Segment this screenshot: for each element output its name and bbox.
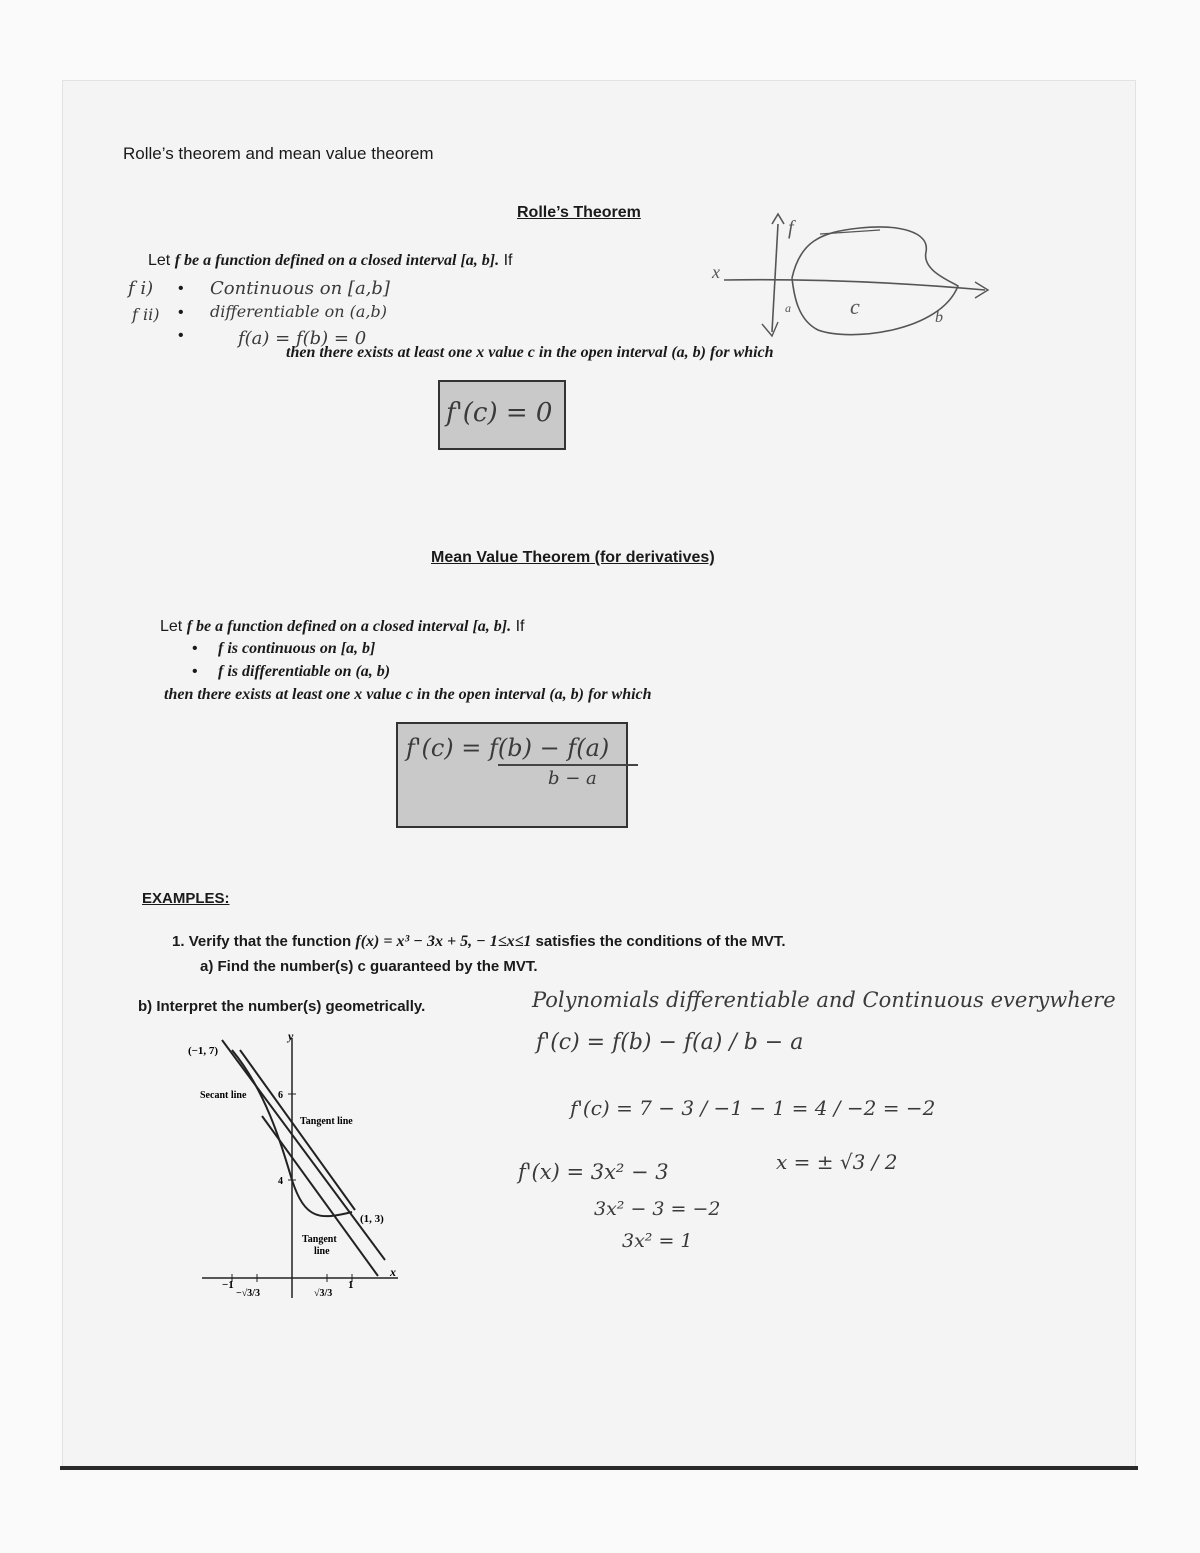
- graph-tangent-bottom-label-2: line: [314, 1246, 330, 1257]
- rolle-condition-differentiable: differentiable on (a,b): [210, 302, 387, 321]
- mvt-intro-math: f be a function defined on a closed interval [a, b].: [186, 618, 512, 635]
- mvt-heading: Mean Value Theorem (for derivatives): [431, 549, 715, 566]
- graph-tick-y6: 6: [278, 1090, 283, 1101]
- work-line-1: Polynomials differentiable and Continuous everywhere: [532, 988, 1116, 1012]
- mvt-result-box: [396, 722, 628, 828]
- graph-tangent-line-top: [240, 1050, 355, 1210]
- rolle-result: f'(c) = 0: [446, 398, 553, 428]
- work-line-2: f'(c) = f(b) − f(a) / b − a: [536, 1030, 804, 1055]
- graph-point-left: (−1, 7): [188, 1045, 219, 1057]
- rolle-sketch-label-c: c: [850, 294, 860, 319]
- rolle-sketch-label-b: b: [935, 309, 943, 326]
- work-line-7: x = ± √3 / 2: [776, 1150, 898, 1174]
- rolle-bullet-2: •: [178, 304, 184, 321]
- rolle-bullet-3: •: [178, 327, 184, 344]
- graph-tick-xm1: −1: [222, 1279, 234, 1291]
- graph-secant-label: Secant line: [200, 1090, 247, 1101]
- mvt-condition-continuous: f is continuous on [a, b]: [218, 640, 376, 657]
- mvt-intro: [160, 618, 524, 636]
- rolle-intro-math: f be a function defined on a closed interval [a, b].: [174, 252, 500, 269]
- example-prefix: Verify that the function: [188, 933, 352, 950]
- page-bottom-edge: [60, 1466, 1138, 1470]
- rolle-margin-note-1: f i): [128, 278, 154, 299]
- graph-point-right: (1, 3): [360, 1213, 384, 1225]
- example-part-b: b) Interpret the number(s) geometrically.: [138, 998, 426, 1015]
- mvt-result-numerator: f'(c) = f(b) − f(a): [406, 734, 610, 762]
- graph-tick-x1: 1: [348, 1279, 354, 1291]
- mvt-graph: [170, 1030, 410, 1310]
- graph-tick-neg-root: −√3/3: [236, 1288, 260, 1299]
- rolle-bullet-1: •: [178, 280, 184, 297]
- graph-secant-line: [222, 1040, 385, 1260]
- graph-y-label: y: [288, 1030, 294, 1043]
- rolle-sketch-label-x: x: [712, 262, 720, 282]
- examples-heading: EXAMPLES:: [142, 890, 230, 907]
- work-line-6: 3x² = 1: [622, 1230, 693, 1252]
- mvt-condition-differentiable: f is differentiable on (a, b): [218, 663, 391, 680]
- rolle-sketch: [700, 212, 1000, 342]
- example-number: 1.: [172, 933, 185, 950]
- graph-x-label: x: [390, 1265, 396, 1279]
- work-line-4: f'(x) = 3x² − 3: [518, 1160, 669, 1184]
- example-function: f(x) = x³ − 3x + 5, − 1≤x≤1: [355, 933, 532, 950]
- example-suffix: satisfies the conditions of the MVT.: [535, 933, 786, 950]
- example-part-a: a) Find the number(s) c guaranteed by the MVT.: [200, 958, 538, 975]
- mvt-fraction-bar: [498, 764, 638, 766]
- mvt-bullet-1: •: [192, 640, 198, 657]
- example-problem: [172, 933, 786, 951]
- rolle-margin-note-2: f ii): [132, 305, 160, 324]
- graph-tick-y4: 4: [278, 1176, 283, 1187]
- rolle-sketch-label-a: a: [785, 301, 791, 315]
- rolle-result-box: [438, 380, 566, 450]
- graph-tick-pos-root: √3/3: [314, 1288, 333, 1299]
- document-title: Rolle’s theorem and mean value theorem: [123, 144, 434, 163]
- work-line-5: 3x² − 3 = −2: [594, 1198, 721, 1220]
- mvt-intro-prefix: Let: [160, 618, 183, 635]
- mvt-conclusion: then there exists at least one x value c in the open interval (a, b) for which: [164, 686, 652, 703]
- rolle-intro-suffix: If: [503, 252, 513, 269]
- rolle-conclusion: then there exists at least one x value c in the open interval (a, b) for which: [286, 344, 774, 361]
- mvt-intro-suffix: If: [515, 618, 525, 635]
- graph-tangent-top-label: Tangent line: [300, 1116, 353, 1127]
- rolle-sketch-label-f: f: [788, 217, 794, 239]
- rolle-intro: [148, 252, 512, 270]
- rolle-condition-endpoints: f(a) = f(b) = 0: [238, 328, 367, 349]
- graph-tangent-bottom-label-1: Tangent: [302, 1234, 337, 1245]
- rolle-intro-prefix: Let: [148, 252, 171, 269]
- mvt-result-denominator: b − a: [548, 768, 597, 789]
- rolle-heading: Rolle’s Theorem: [517, 204, 641, 221]
- work-line-3: f'(c) = 7 − 3 / −1 − 1 = 4 / −2 = −2: [570, 1096, 936, 1120]
- mvt-bullet-2: •: [192, 663, 198, 680]
- rolle-condition-continuous: Continuous on [a,b]: [210, 278, 390, 299]
